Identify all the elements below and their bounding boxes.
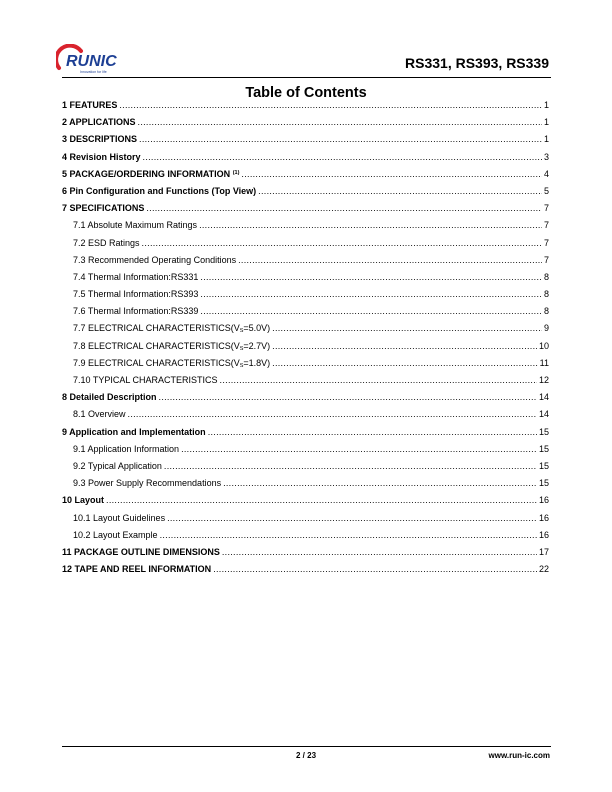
toc-entry-label: 2 APPLICATIONS [62, 117, 136, 128]
toc-title: Table of Contents [245, 85, 367, 101]
toc-entry-label: 1 FEATURES [62, 100, 118, 110]
toc-dot-leader [238, 255, 542, 265]
toc-page-number: 4 [543, 168, 549, 179]
toc-entry-label: 4 Revision History [62, 151, 141, 162]
toc-entry[interactable] [62, 169, 549, 186]
toc-entry-label: 7.2 ESD Ratings [73, 237, 140, 248]
toc-entry[interactable] [62, 306, 549, 323]
toc-page-number: 15 [538, 443, 549, 454]
toc-entry[interactable] [62, 478, 549, 495]
toc-entry-label: 7.8 ELECTRICAL $CHARACTERISTICS(V_S=2.7V)$ [73, 340, 271, 352]
toc-page-number: 15 [538, 478, 549, 489]
table-of-contents [62, 100, 549, 581]
toc-entry[interactable] [62, 323, 549, 340]
toc-entry-label: 10 Layout [62, 495, 105, 506]
toc-entry[interactable] [62, 152, 549, 169]
toc-entry[interactable] [62, 444, 549, 461]
toc-dot-leader [106, 495, 537, 505]
toc-dot-leader [159, 392, 537, 402]
toc-page-number: 16 [538, 512, 549, 523]
toc-entry-label: 9 Application and Implementation [62, 426, 206, 437]
toc-entry[interactable] [62, 341, 549, 358]
toc-page-number: 16 [538, 529, 549, 540]
toc-dot-leader [208, 427, 537, 437]
toc-entry-label: 5 PACKAGE/ORDERING INFORMATION $^{(1)}$ [62, 168, 240, 179]
toc-entry[interactable] [62, 547, 549, 564]
website-link[interactable]: www.run-ic.com [488, 751, 550, 760]
toc-page-number: 9 [543, 323, 549, 334]
toc-entry-label: 7.1 Absolute Maximum Ratings [73, 220, 198, 231]
toc-dot-leader [200, 272, 542, 282]
toc-entry-label: 9.1 Application Information [73, 443, 180, 454]
toc-entry[interactable] [62, 461, 549, 478]
toc-page-number: 17 [538, 546, 549, 557]
toc-entry[interactable] [62, 392, 549, 409]
toc-entry-label: 9.3 Power Supply Recommendations [73, 478, 222, 489]
toc-entry-label: 7.3 Recommended Operating Conditions [73, 254, 237, 265]
toc-entry[interactable] [62, 409, 549, 426]
toc-entry[interactable] [62, 117, 549, 134]
toc-entry[interactable] [62, 272, 549, 289]
toc-entry-label: 7.6 Thermal Information:RS339 [73, 306, 199, 317]
toc-dot-leader [160, 530, 537, 540]
logo-wordmark: RUNIC [66, 53, 117, 70]
toc-entry-label: 10.2 Layout Example [73, 529, 158, 540]
toc-page-number: 8 [543, 271, 549, 282]
toc-entry-label: 7.4 Thermal Information:RS331 [73, 271, 199, 282]
toc-entry-label: 7.9 ELECTRICAL $CHARACTERISTICS(V_S=1.8V)$ [73, 357, 271, 369]
toc-page-number: 7 [543, 237, 549, 248]
toc-entry-label: 9.2 Typical Application [73, 460, 162, 471]
toc-page-number: 7 [543, 220, 549, 231]
toc-entry[interactable] [62, 134, 549, 151]
toc-dot-leader [222, 547, 537, 557]
toc-dot-leader [272, 358, 538, 368]
toc-page-number: 1 [543, 134, 549, 145]
toc-dot-leader [258, 186, 542, 196]
toc-entry-label: 7 SPECIFICATIONS [62, 203, 145, 214]
toc-dot-leader [128, 409, 537, 419]
toc-dot-leader [223, 478, 537, 488]
toc-dot-leader [272, 341, 537, 351]
toc-page-number: 14 [538, 392, 549, 403]
toc-page-number: 8 [543, 306, 549, 317]
toc-entry-label: 12 TAPE AND REEL INFORMATION [62, 564, 212, 575]
toc-dot-leader [119, 100, 542, 110]
toc-entry-label: 10.1 Layout Guidelines [73, 512, 166, 523]
page-number: 2 / 23 [296, 751, 317, 760]
toc-page-number: 12 [538, 375, 549, 385]
toc-entry-label: 6 Pin Configuration and Functions (Top View) [62, 185, 257, 196]
toc-entry-label: 8 Detailed Description [62, 392, 157, 403]
toc-page-number: 11 [539, 357, 549, 368]
toc-dot-leader [146, 203, 542, 213]
toc-dot-leader [200, 289, 542, 299]
toc-entry-label: 7.7 ELECTRICAL $CHARACTERISTICS(V_S=5.0V)$ [73, 323, 271, 335]
toc-page-number: 15 [538, 426, 549, 437]
toc-page-number: 7 [543, 203, 549, 214]
toc-entry-label: 3 DESCRIPTIONS [62, 134, 138, 145]
toc-page-number: 7 [543, 254, 549, 265]
toc-dot-leader [200, 306, 542, 316]
toc-dot-leader [220, 375, 537, 385]
toc-page-number: 22 [538, 564, 549, 575]
toc-page-number: 1 [543, 117, 549, 128]
page-header [56, 44, 556, 76]
toc-dot-leader [164, 461, 537, 471]
toc-dot-leader [241, 169, 542, 179]
toc-dot-leader [272, 323, 542, 333]
toc-entry[interactable] [62, 255, 549, 272]
toc-page-number: 1 [543, 100, 549, 110]
toc-entry-label: 7.10 TYPICAL CHARACTERISTICS [73, 375, 218, 385]
footer-divider [62, 746, 551, 747]
toc-dot-leader [213, 564, 537, 574]
toc-page-number: 3 [543, 151, 549, 162]
toc-page-number: 5 [543, 185, 549, 196]
toc-dot-leader [181, 444, 537, 454]
header-divider [62, 77, 551, 78]
toc-dot-leader [143, 152, 542, 162]
toc-dot-leader [139, 134, 542, 144]
toc-entry[interactable] [62, 358, 549, 375]
toc-entry[interactable] [62, 100, 549, 117]
toc-entry[interactable] [62, 375, 549, 392]
toc-dot-leader [199, 220, 542, 230]
toc-entry[interactable] [62, 513, 549, 530]
toc-entry[interactable] [62, 203, 549, 220]
toc-entry-label: 11 PACKAGE OUTLINE DIMENSIONS [62, 546, 220, 557]
logo-tagline: Innovation for life [80, 70, 107, 74]
toc-page-number: 10 [538, 340, 549, 351]
toc-entry[interactable] [62, 564, 549, 581]
toc-dot-leader [142, 238, 542, 248]
toc-entry[interactable] [62, 530, 549, 547]
toc-page-number: 8 [543, 289, 549, 300]
toc-entry[interactable] [62, 220, 549, 237]
toc-entry[interactable] [62, 238, 549, 255]
toc-entry[interactable] [62, 289, 549, 306]
document-part-numbers: RS331, RS393, RS339 [405, 55, 549, 71]
toc-entry-label: 7.5 Thermal Information:RS393 [73, 289, 199, 300]
runic-logo [56, 44, 126, 74]
toc-page-number: 16 [538, 495, 549, 506]
toc-entry[interactable] [62, 186, 549, 203]
toc-page-number: 14 [538, 409, 549, 420]
toc-entry-label: 8.1 Overview [73, 409, 126, 420]
toc-entry[interactable] [62, 427, 549, 444]
toc-dot-leader [167, 513, 537, 523]
toc-entry[interactable] [62, 495, 549, 512]
toc-page-number: 15 [538, 460, 549, 471]
toc-dot-leader [138, 117, 542, 127]
